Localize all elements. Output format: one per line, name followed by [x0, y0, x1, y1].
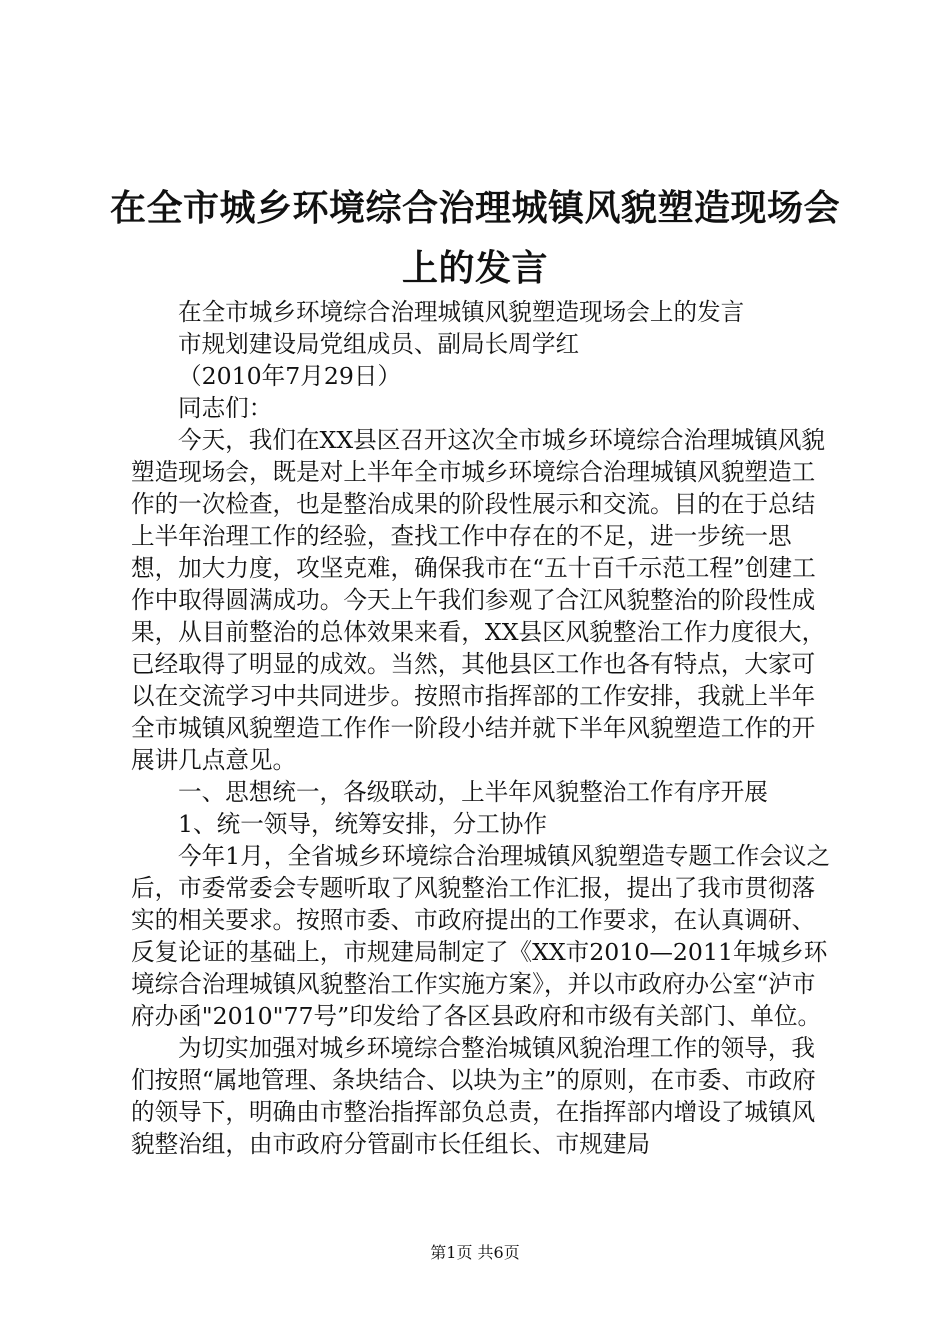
document-title: 在全市城乡环境综合治理城镇风貌塑造现场会上的发言: [110, 187, 841, 289]
document-author: 市规划建设局党组成员、副局长周学红: [178, 330, 580, 358]
paragraph: 今年1月，全省城乡环境综合治理城镇风貌塑造专题工作会议之后，市委常委会专题听取了风貌整治工作汇报，提出了我市贯彻落实的相关要求。按照市委、市政府提出的工作要求，在认真调研、反复论证的基础上，市规建局制定了《XX市2010—2011年城乡环境综合治理城镇风貌整治工作实施方案》，并以市政府办公室“泸市府办函"2010"77号”印发给了各区县政府和市级有关部门、单位。: [131, 842, 831, 1030]
subsection-heading: 1、统一领导，统筹安排，分工协作: [178, 810, 547, 838]
document-body: [131, 296, 831, 1160]
document-subtitle: 在全市城乡环境综合治理城镇风貌塑造现场会上的发言: [178, 298, 745, 326]
paragraph: 今天，我们在XX县区召开这次全市城乡环境综合治理城镇风貌塑造现场会，既是对上半年全市城乡环境综合治理城镇风貌塑造工作的一次检查，也是整治成果的阶段性展示和交流。目的在于总结上半年治理工作的经验，查找工作中存在的不足，进一步统一思想，加大力度，攻坚克难，确保我市在“五十百千示范工程”创建工作中取得圆满成功。今天上午我们参观了合江风貌整治的阶段性成果，从目前整治的总体效果来看，XX县区风貌整治工作力度很大，已经取得了明显的成效。当然，其他县区工作也各有特点，大家可以在交流学习中共同进步。按照市指挥部的工作安排，我就上半年全市城镇风貌塑造工作作一阶段小结并就下半年风貌塑造工作的开展讲几点意见。: [131, 426, 826, 774]
document-date: （2010年7月29日）: [178, 362, 402, 390]
document-salutation: 同志们：: [178, 394, 273, 422]
paragraph: 为切实加强对城乡环境综合整治城镇风貌治理工作的领导，我们按照“属地管理、条块结合、以块为主”的原则，在市委、市政府的领导下，明确由市整治指挥部负总责，在指挥部内增设了城镇风貌整治组，由市政府分管副市长任组长、市规建局: [131, 1034, 816, 1158]
page-number-footer: 第1页 共6页: [430, 1243, 520, 1262]
section-heading: 一、思想统一，各级联动，上半年风貌整治工作有序开展: [178, 778, 768, 806]
